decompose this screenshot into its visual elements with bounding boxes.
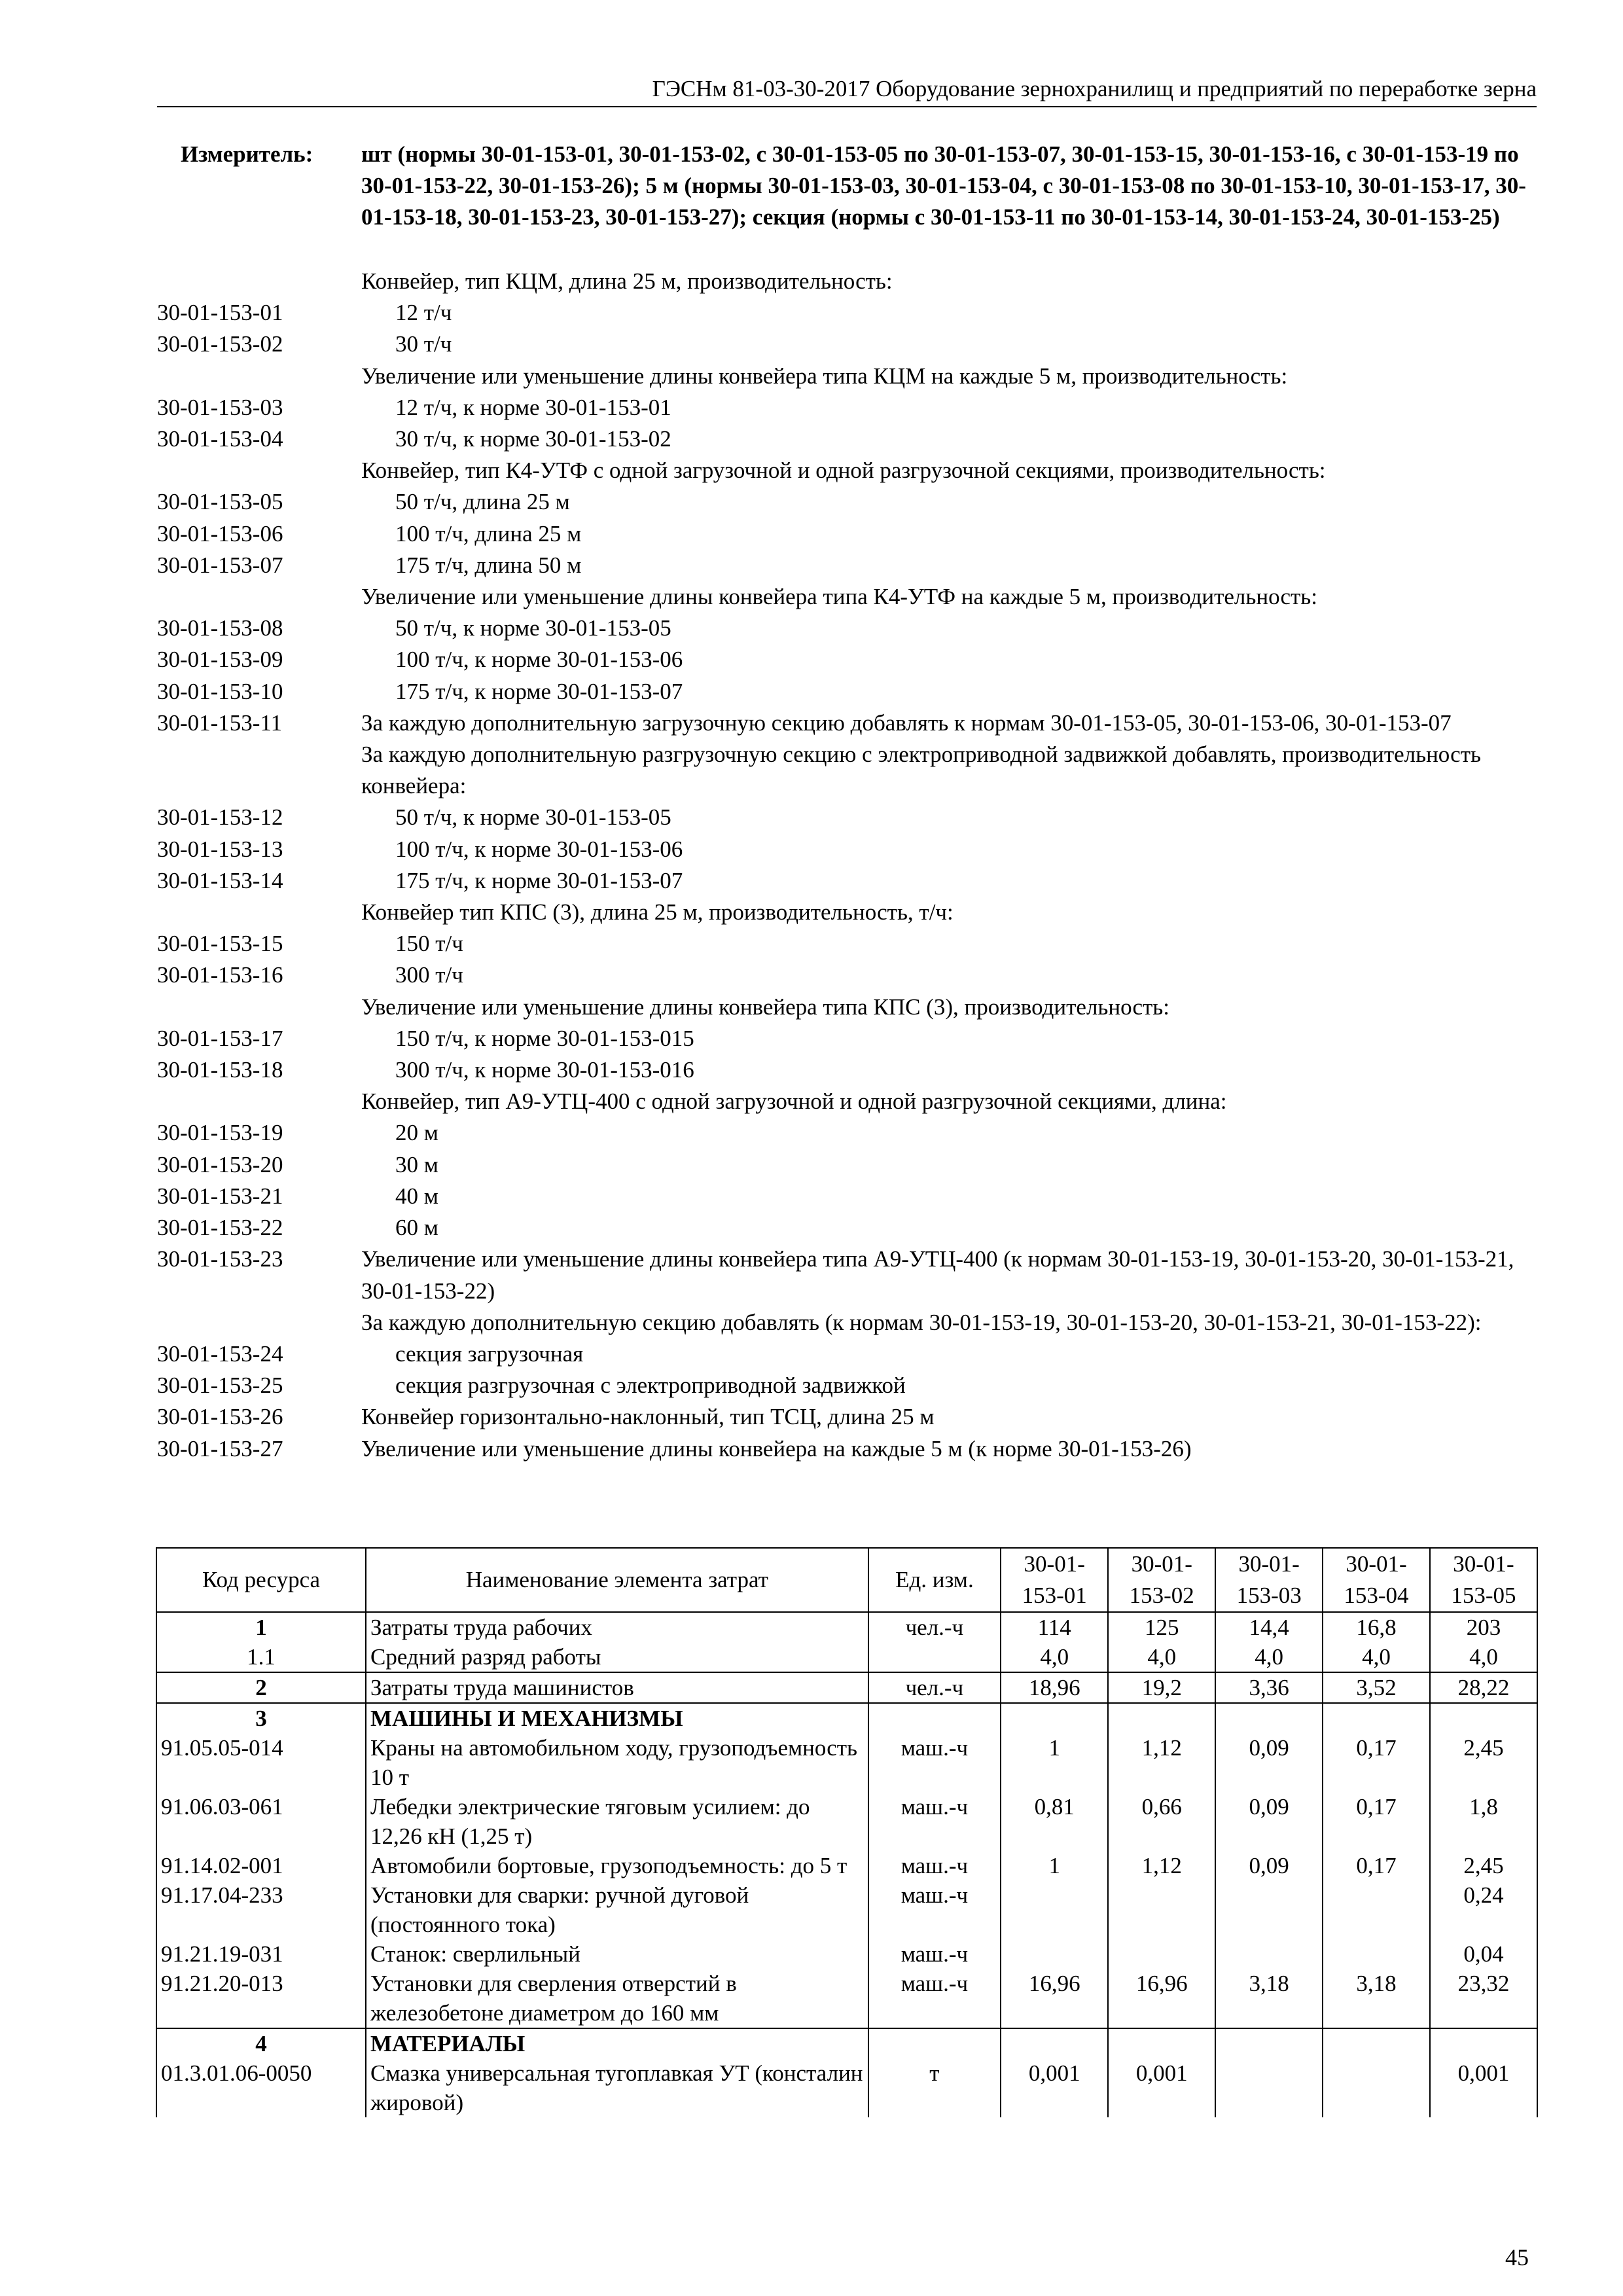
norm-entry	[157, 486, 1538, 518]
norm-entry	[157, 960, 1538, 991]
norm-description: 20 м	[395, 1120, 438, 1146]
norm-description: За каждую дополнительную секцию добавлять (к нормам 30-01-153-19, 30-01-153-20, 30-01-153-21, 30-01-153-22):	[361, 1309, 1482, 1335]
resource-value: 19,2	[1108, 1672, 1215, 1703]
resource-name: Смазка универсальная тугоплавкая УТ (консталин жировой)	[366, 2058, 868, 2117]
norm-code: 30-01-153-11	[157, 709, 283, 736]
norm-description: Конвейер горизонтально-наклонный, тип ТСЦ, длина 25 м	[361, 1404, 935, 1430]
norm-code: 30-01-153-20	[157, 1151, 283, 1177]
resource-value: 18,96	[1001, 1672, 1108, 1703]
resource-code: 1	[156, 1612, 366, 1642]
resource-value	[1215, 2028, 1323, 2058]
norm-entry	[157, 1054, 1538, 1086]
resource-code: 91.05.05-014	[156, 1733, 366, 1792]
norm-code: 30-01-153-19	[157, 1120, 283, 1146]
norm-entry	[157, 423, 1538, 455]
norm-entry	[157, 297, 1538, 329]
resource-unit: чел.-ч	[868, 1612, 1001, 1642]
resource-value: 0,24	[1430, 1880, 1537, 1939]
norm-code: 30-01-153-05	[157, 489, 283, 515]
resource-name: Лебедки электрические тяговым усилием: до 12,26 кН (1,25 т)	[366, 1792, 868, 1851]
norm-description: Увеличение или уменьшение длины конвейера типа КПС (3), производительность:	[361, 994, 1169, 1020]
resource-name: Затраты труда машинистов	[366, 1672, 868, 1703]
resource-code: 91.14.02-001	[156, 1851, 366, 1880]
resource-value	[1108, 1939, 1215, 1969]
resource-value: 0,09	[1215, 1733, 1323, 1792]
resource-value	[1430, 1703, 1537, 1733]
resource-value: 16,8	[1323, 1612, 1430, 1642]
norm-entry	[157, 1212, 1538, 1244]
norm-description: 175 т/ч, к норме 30-01-153-07	[395, 678, 683, 704]
norm-code	[157, 455, 361, 486]
header-col: 30-01-153-05	[1430, 1548, 1537, 1612]
resource-unit: чел.-ч	[868, 1672, 1001, 1703]
norm-entry	[157, 897, 1538, 928]
resource-value: 0,66	[1108, 1792, 1215, 1851]
norm-entry	[157, 1181, 1538, 1212]
norm-code: 30-01-153-13	[157, 836, 283, 862]
norm-code: 30-01-153-23	[157, 1246, 283, 1272]
resource-value: 1	[1001, 1851, 1108, 1880]
norm-code: 30-01-153-09	[157, 647, 283, 673]
resource-unit: маш.-ч	[868, 1969, 1001, 2028]
measure-block	[157, 139, 1538, 234]
table-row	[156, 1939, 1537, 1969]
norm-description: секция разгрузочная с электроприводной задвижкой	[395, 1372, 906, 1399]
resource-value: 3,52	[1323, 1672, 1430, 1703]
table-header-row	[156, 1548, 1537, 1612]
resource-value	[1323, 1880, 1430, 1939]
header-col: 30-01-153-01	[1001, 1548, 1108, 1612]
norm-entry	[157, 1401, 1538, 1433]
resource-value: 4,0	[1001, 1642, 1108, 1672]
norm-code: 30-01-153-14	[157, 867, 283, 893]
resource-name: Станок: сверлильный	[366, 1939, 868, 1969]
norm-description: 12 т/ч, к норме 30-01-153-01	[395, 394, 671, 420]
norm-code	[157, 1086, 361, 1117]
resource-code: 3	[156, 1703, 366, 1733]
resource-name: Средний разряд работы	[366, 1642, 868, 1672]
table-row	[156, 1792, 1537, 1851]
norm-code: 30-01-153-16	[157, 962, 283, 988]
resource-value: 16,96	[1108, 1969, 1215, 2028]
resource-unit: маш.-ч	[868, 1880, 1001, 1939]
norm-code: 30-01-153-12	[157, 804, 283, 831]
norm-entry	[157, 1338, 1538, 1370]
resource-unit: маш.-ч	[868, 1851, 1001, 1880]
resource-code: 01.3.01.06-0050	[156, 2058, 366, 2117]
norm-code	[157, 361, 361, 392]
resource-value: 4,0	[1323, 1642, 1430, 1672]
norm-entry	[157, 676, 1538, 708]
norm-code	[157, 992, 361, 1023]
norm-code: 30-01-153-17	[157, 1025, 283, 1051]
norm-description: Конвейер, тип К4-УТФ с одной загрузочной и одной разгрузочной секциями, производительность:	[361, 457, 1326, 484]
resource-value: 4,0	[1215, 1642, 1323, 1672]
measure-label: Измеритель:	[181, 141, 313, 167]
norm-entry	[157, 708, 1538, 739]
norm-description: 30 м	[395, 1151, 438, 1177]
resource-value: 125	[1108, 1612, 1215, 1642]
resource-value: 0,04	[1430, 1939, 1537, 1969]
norm-code: 30-01-153-25	[157, 1372, 283, 1399]
table-row	[156, 1733, 1537, 1792]
header-col: 30-01-153-03	[1215, 1548, 1323, 1612]
norm-code: 30-01-153-04	[157, 426, 283, 452]
resource-value: 2,45	[1430, 1733, 1537, 1792]
norm-entry	[157, 581, 1538, 613]
norm-code: 30-01-153-15	[157, 931, 283, 957]
norm-description: 50 т/ч, к норме 30-01-153-05	[395, 615, 671, 641]
norm-description: 100 т/ч, длина 25 м	[395, 520, 582, 547]
norm-code	[157, 581, 361, 613]
norm-code: 30-01-153-24	[157, 1340, 283, 1367]
norm-entry	[157, 361, 1538, 392]
resource-code: 91.21.20-013	[156, 1969, 366, 2028]
resource-value: 4,0	[1108, 1642, 1215, 1672]
norm-description: Увеличение или уменьшение длины конвейера на каждые 5 м (к норме 30-01-153-26)	[361, 1435, 1192, 1462]
table-row	[156, 2028, 1537, 2058]
norm-entry	[157, 834, 1538, 865]
resource-name: МАТЕРИАЛЫ	[366, 2028, 868, 2058]
norm-entries-list	[157, 266, 1538, 1465]
norm-description: Увеличение или уменьшение длины конвейера типа К4-УТФ на каждые 5 м, производительность:	[361, 584, 1317, 610]
resource-value: 16,96	[1001, 1969, 1108, 2028]
table-row	[156, 1969, 1537, 2028]
resource-code: 91.17.04-233	[156, 1880, 366, 1939]
norm-entry	[157, 1307, 1538, 1338]
resource-value: 0,17	[1323, 1851, 1430, 1880]
resource-value: 1,8	[1430, 1792, 1537, 1851]
resource-value: 0,17	[1323, 1792, 1430, 1851]
norm-entry	[157, 392, 1538, 423]
header-col: 30-01-153-04	[1323, 1548, 1430, 1612]
norm-description: 100 т/ч, к норме 30-01-153-06	[395, 647, 683, 673]
norm-entry	[157, 1023, 1538, 1054]
resource-value: 1,12	[1108, 1851, 1215, 1880]
norm-code: 30-01-153-02	[157, 331, 283, 357]
page-header: ГЭСНм 81-03-30-2017 Оборудование зернохранилищ и предприятий по переработке зерна	[157, 73, 1537, 107]
norm-code: 30-01-153-21	[157, 1183, 283, 1209]
resource-value	[1215, 1939, 1323, 1969]
norm-description: 30 т/ч, к норме 30-01-153-02	[395, 426, 671, 452]
resource-value: 0,001	[1001, 2058, 1108, 2117]
norm-entry	[157, 1370, 1538, 1401]
norm-code	[157, 1307, 361, 1338]
table-row	[156, 1612, 1537, 1642]
resource-code: 4	[156, 2028, 366, 2058]
norm-code: 30-01-153-06	[157, 520, 283, 547]
norm-description: Конвейер тип КПС (3), длина 25 м, производительность, т/ч:	[361, 899, 954, 925]
norm-description: 150 т/ч	[395, 931, 463, 957]
resource-value	[1323, 2058, 1430, 2117]
resource-value	[1001, 2028, 1108, 2058]
norm-entry	[157, 802, 1538, 833]
header-unit: Ед. изм.	[868, 1548, 1001, 1612]
resource-value: 23,32	[1430, 1969, 1537, 2028]
norm-code: 30-01-153-01	[157, 300, 283, 326]
norm-description: 100 т/ч, к норме 30-01-153-06	[395, 836, 683, 862]
norm-entry	[157, 1086, 1538, 1117]
resource-code: 91.06.03-061	[156, 1792, 366, 1851]
norm-code: 30-01-153-18	[157, 1057, 283, 1083]
norm-entry	[157, 1117, 1538, 1149]
norm-entry	[157, 739, 1538, 802]
resource-value: 114	[1001, 1612, 1108, 1642]
norm-code: 30-01-153-10	[157, 678, 283, 704]
header-col: 30-01-153-02	[1108, 1548, 1215, 1612]
norm-code	[157, 739, 361, 802]
resource-unit: маш.-ч	[868, 1792, 1001, 1851]
norm-code: 30-01-153-22	[157, 1215, 283, 1241]
norm-description: 30 т/ч	[395, 331, 452, 357]
norm-description: За каждую дополнительную загрузочную секцию добавлять к нормам 30-01-153-05, 30-01-153-06, 30-01-153-07	[361, 709, 1452, 736]
norm-entry	[157, 550, 1538, 581]
table-row	[156, 1672, 1537, 1703]
resource-value	[1215, 1703, 1323, 1733]
norm-description: Конвейер, тип КЦМ, длина 25 м, производительность:	[361, 268, 893, 294]
norm-entry	[157, 928, 1538, 960]
table-row	[156, 1642, 1537, 1672]
resource-value	[1430, 2028, 1537, 2058]
resource-value	[1323, 1703, 1430, 1733]
norm-description: Конвейер, тип А9-УТЦ-400 с одной загрузочной и одной разгрузочной секциями, длина:	[361, 1088, 1227, 1115]
norm-code: 30-01-153-26	[157, 1404, 283, 1430]
norm-description: Увеличение или уменьшение длины конвейера типа КЦМ на каждые 5 м, производительность:	[361, 363, 1288, 389]
norm-entry	[157, 992, 1538, 1023]
norm-entry	[157, 329, 1538, 360]
resource-unit: маш.-ч	[868, 1733, 1001, 1792]
table-row	[156, 1880, 1537, 1939]
resource-value	[1323, 1939, 1430, 1969]
resource-value: 0,81	[1001, 1792, 1108, 1851]
table-row	[156, 1851, 1537, 1880]
resource-unit: маш.-ч	[868, 1939, 1001, 1969]
header-code: Код ресурса	[156, 1548, 366, 1612]
resource-code: 91.21.19-031	[156, 1939, 366, 1969]
resource-value: 0,001	[1430, 2058, 1537, 2117]
norm-entry	[157, 1433, 1538, 1465]
resource-name: Установки для сварки: ручной дуговой (постоянного тока)	[366, 1880, 868, 1939]
norm-description: 150 т/ч, к норме 30-01-153-015	[395, 1025, 694, 1051]
norm-description: 50 т/ч, длина 25 м	[395, 489, 570, 515]
resource-unit: т	[868, 2058, 1001, 2117]
norm-description: 12 т/ч	[395, 300, 452, 326]
resource-value: 1,12	[1108, 1733, 1215, 1792]
resource-value	[1001, 1880, 1108, 1939]
resource-value: 0,17	[1323, 1733, 1430, 1792]
resource-name: Автомобили бортовые, грузоподъемность: до 5 т	[366, 1851, 868, 1880]
table-row	[156, 2058, 1537, 2117]
resource-value: 2,45	[1430, 1851, 1537, 1880]
norm-description: За каждую дополнительную разгрузочную секцию с электроприводной задвижкой добавлять, производительность конвейера:	[361, 742, 1481, 799]
resource-value	[1108, 2028, 1215, 2058]
norm-description: 175 т/ч, длина 50 м	[395, 552, 582, 578]
header-name: Наименование элемента затрат	[366, 1548, 868, 1612]
resource-code: 2	[156, 1672, 366, 1703]
resource-value: 0,09	[1215, 1792, 1323, 1851]
resource-value: 3,18	[1323, 1969, 1430, 2028]
norm-code	[157, 266, 361, 297]
resource-value: 3,18	[1215, 1969, 1323, 2028]
table-row	[156, 1703, 1537, 1733]
resource-unit	[868, 1703, 1001, 1733]
norm-description: секция загрузочная	[395, 1340, 584, 1367]
resource-table	[156, 1547, 1538, 2117]
resource-value: 28,22	[1430, 1672, 1537, 1703]
norm-entry	[157, 518, 1538, 550]
resource-value	[1323, 2028, 1430, 2058]
norm-description: 300 т/ч, к норме 30-01-153-016	[395, 1057, 694, 1083]
resource-unit	[868, 2028, 1001, 2058]
norm-entry	[157, 1149, 1538, 1181]
resource-name: Установки для сверления отверстий в железобетоне диаметром до 160 мм	[366, 1969, 868, 2028]
resource-value	[1215, 2058, 1323, 2117]
norm-code: 30-01-153-07	[157, 552, 283, 578]
resource-code: 1.1	[156, 1642, 366, 1672]
norm-description: 50 т/ч, к норме 30-01-153-05	[395, 804, 671, 831]
page-number: 45	[1505, 2244, 1529, 2270]
resource-value: 14,4	[1215, 1612, 1323, 1642]
resource-value	[1108, 1703, 1215, 1733]
norm-description: 300 т/ч	[395, 962, 463, 988]
resource-value: 3,36	[1215, 1672, 1323, 1703]
norm-description: 40 м	[395, 1183, 438, 1209]
norm-description: Увеличение или уменьшение длины конвейера типа А9-УТЦ-400 (к нормам 30-01-153-19, 30-01-153-20, 30-01-153-21, 30-01-153-22)	[361, 1246, 1514, 1304]
resource-value	[1215, 1880, 1323, 1939]
resource-value	[1001, 1939, 1108, 1969]
resource-value: 4,0	[1430, 1642, 1537, 1672]
resource-value: 1	[1001, 1733, 1108, 1792]
norm-code: 30-01-153-03	[157, 394, 283, 420]
resource-name: МАШИНЫ И МЕХАНИЗМЫ	[366, 1703, 868, 1733]
resource-name: Затраты труда рабочих	[366, 1612, 868, 1642]
resource-value: 0,001	[1108, 2058, 1215, 2117]
norm-entry	[157, 266, 1538, 297]
resource-value	[1001, 1703, 1108, 1733]
norm-entry	[157, 613, 1538, 644]
resource-unit	[868, 1642, 1001, 1672]
resource-value: 0,09	[1215, 1851, 1323, 1880]
norm-entry	[157, 455, 1538, 486]
norm-code: 30-01-153-08	[157, 615, 283, 641]
resource-value: 203	[1430, 1612, 1537, 1642]
norm-entry	[157, 865, 1538, 897]
resource-value	[1108, 1880, 1215, 1939]
norm-entry	[157, 644, 1538, 675]
measure-text: шт (нормы 30-01-153-01, 30-01-153-02, с 30-01-153-05 по 30-01-153-07, 30-01-153-15, 30-01-153-16, с 30-01-153-19 по 30-01-153-22, 30-01-153-26); 5 м (нормы 30-01-153-03, 30-01-153-04, с 30-01-153-08 по 30-01-153-10, 30-01-153-17, 30-01-153-18, 30-01-153-23, 30-01-153-27); секция (нормы с 30-01-153-11 по 30-01-153-14, 30-01-153-24, 30-01-153-25)	[361, 141, 1526, 230]
norm-description: 60 м	[395, 1215, 438, 1241]
resource-name: Краны на автомобильном ходу, грузоподъемность 10 т	[366, 1733, 868, 1792]
norm-description: 175 т/ч, к норме 30-01-153-07	[395, 867, 683, 893]
norm-code: 30-01-153-27	[157, 1435, 283, 1462]
norm-code	[157, 897, 361, 928]
norm-entry	[157, 1244, 1538, 1306]
